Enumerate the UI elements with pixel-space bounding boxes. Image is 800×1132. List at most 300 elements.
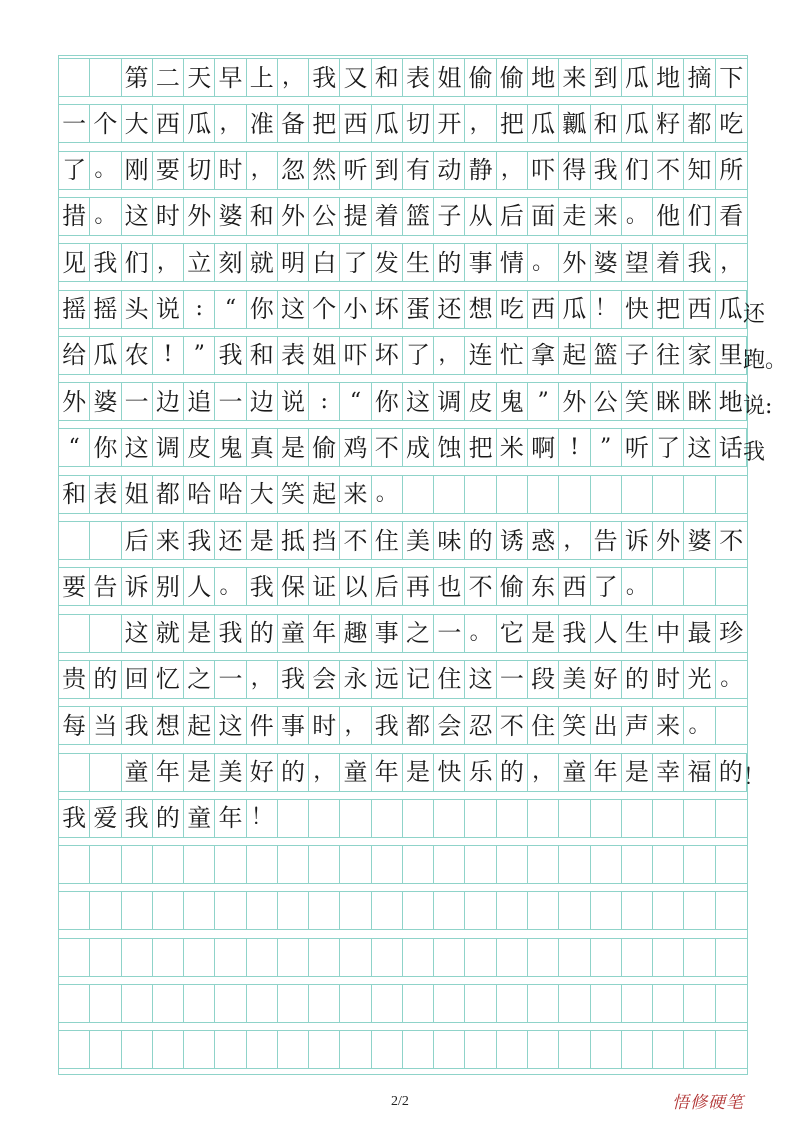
grid-cell <box>559 985 590 1022</box>
grid-cell: 二 <box>153 59 184 96</box>
grid-cell: 所 <box>719 156 744 185</box>
grid-cell: 保 <box>278 568 309 605</box>
grid-cell: 它 <box>497 615 528 652</box>
grid-cell: ， <box>497 152 528 189</box>
grid-cell <box>153 1031 184 1068</box>
grid-cell <box>340 985 371 1022</box>
grid-cell: 我 <box>122 800 153 837</box>
grid-cell: “ <box>215 291 246 328</box>
grid-cell: 来 <box>340 476 371 513</box>
grid-cell <box>215 1031 246 1068</box>
grid-cell: 开 <box>434 105 465 142</box>
grid-cell: 话 <box>716 429 747 466</box>
grid-cell <box>591 985 622 1022</box>
grid-cell: 大 <box>122 105 153 142</box>
grid-cell <box>309 800 340 837</box>
grid-cell: 都 <box>403 707 434 744</box>
grid-cell: 西 <box>684 291 715 328</box>
grid-cell <box>215 892 246 929</box>
grid-cell: 远 <box>372 661 403 698</box>
grid-cell: 想 <box>465 291 496 328</box>
grid-cell: 调 <box>153 429 184 466</box>
grid-cell <box>716 800 747 837</box>
grid-cell: 还 <box>215 522 246 559</box>
grid-cell <box>497 892 528 929</box>
grid-cell: 一 <box>215 383 246 420</box>
grid-cell <box>434 1031 465 1068</box>
grid-cell: 人 <box>184 568 215 605</box>
grid-cell: 来 <box>153 522 184 559</box>
grid-cell: 好 <box>247 754 278 791</box>
grid-cell: 。 <box>215 568 246 605</box>
grid-cell <box>684 800 715 837</box>
grid-cell <box>497 985 528 1022</box>
grid-cell: 挡 <box>309 522 340 559</box>
grid-cell: 外 <box>559 383 590 420</box>
grid-cell <box>622 939 653 976</box>
grid-cell: 说 <box>278 383 309 420</box>
grid-cell: 切 <box>403 105 434 142</box>
grid-cell: 。 <box>684 707 715 744</box>
grid-cell <box>716 707 747 744</box>
grid-cell: 表 <box>403 59 434 96</box>
grid-cell: 诱 <box>497 522 528 559</box>
grid-cell <box>278 939 309 976</box>
grid-cell <box>278 892 309 929</box>
grid-cell: 这 <box>122 615 153 652</box>
grid-cell <box>59 1031 90 1068</box>
grid-cell: 籽 <box>653 105 684 142</box>
grid-cell: 这 <box>403 383 434 420</box>
grid-cell <box>90 59 121 96</box>
grid-cell: 想 <box>153 707 184 744</box>
grid-cell: 童 <box>122 754 153 791</box>
grid-cell: 的 <box>278 754 309 791</box>
grid-cell: 和 <box>591 105 622 142</box>
grid-cell: 住 <box>372 522 403 559</box>
grid-cell: 上 <box>247 59 278 96</box>
grid-cell: 我 <box>309 59 340 96</box>
grid-cell: 第 <box>122 59 153 96</box>
grid-cell: 回 <box>122 661 153 698</box>
grid-cell: 说 <box>153 291 184 328</box>
grid-cell: 瓜 <box>372 105 403 142</box>
grid-cell: 件 <box>247 707 278 744</box>
grid-cell <box>528 1031 559 1068</box>
grid-cell: 。 <box>90 198 121 235</box>
grid-cell <box>465 985 496 1022</box>
grid-cell: 我 <box>559 615 590 652</box>
grid-cell <box>309 985 340 1022</box>
grid-cell: 坏 <box>372 291 403 328</box>
grid-cell <box>653 568 684 605</box>
text-line <box>59 428 766 467</box>
grid-cell: 美 <box>215 754 246 791</box>
grid-cell <box>653 846 684 883</box>
grid-cell: 会 <box>309 661 340 698</box>
grid-cell: 到 <box>372 152 403 189</box>
grid-cell: 我 <box>591 152 622 189</box>
grid-cell: 大 <box>247 476 278 513</box>
grid-cell: 珍 <box>719 619 744 648</box>
grid-cell: 就 <box>153 615 184 652</box>
grid-cell: 年 <box>309 615 340 652</box>
grid-cell: 真 <box>247 429 278 466</box>
grid-cell <box>59 754 90 791</box>
grid-cell <box>653 476 684 513</box>
grid-cell: 这 <box>278 291 309 328</box>
text-line <box>59 336 788 375</box>
grid-cell: 从 <box>465 198 496 235</box>
grid-cell: 西 <box>340 105 371 142</box>
grid-cell <box>278 846 309 883</box>
grid-cell: 抵 <box>278 522 309 559</box>
grid-cell <box>215 846 246 883</box>
grid-cell <box>653 939 684 976</box>
grid-cell: 明 <box>278 244 309 281</box>
grid-cell: 动 <box>434 152 465 189</box>
grid-cell: 以 <box>340 568 371 605</box>
grid-cell: 也 <box>434 568 465 605</box>
text-line <box>59 567 747 606</box>
grid-cell <box>528 800 559 837</box>
grid-cell: ! <box>153 337 184 374</box>
grid-cell: 童 <box>278 615 309 652</box>
grid-cell: 来 <box>591 198 622 235</box>
grid-cell: 偷 <box>497 59 528 96</box>
grid-cell: 西 <box>153 105 184 142</box>
grid-cell <box>372 846 403 883</box>
grid-cell <box>716 476 747 513</box>
grid-cell: 立 <box>184 244 215 281</box>
grid-cell: 表 <box>90 476 121 513</box>
grid-cell: 不 <box>719 526 744 555</box>
grid-cell <box>184 985 215 1022</box>
grid-cell <box>372 939 403 976</box>
grid-cell <box>122 892 153 929</box>
grid-cell: 生 <box>622 615 653 652</box>
grid-cell: 见 <box>59 244 90 281</box>
grid-cell <box>559 1031 590 1068</box>
grid-cell: 的 <box>247 615 278 652</box>
grid-cell: 外 <box>653 522 684 559</box>
text-line <box>59 706 747 745</box>
grid-cell: 。 <box>372 476 403 513</box>
grid-cell <box>716 892 747 929</box>
grid-cell: 边 <box>247 383 278 420</box>
grid-cell <box>622 892 653 929</box>
grid-cell <box>59 985 90 1022</box>
grid-cell: ” <box>591 429 622 466</box>
brand-logo: 悟修硬笔 <box>672 1093 744 1113</box>
grid-cell <box>622 1031 653 1068</box>
grid-cell <box>528 985 559 1022</box>
grid-cell: 要 <box>153 152 184 189</box>
grid-cell: ， <box>215 105 246 142</box>
grid-cell: 们 <box>122 244 153 281</box>
grid-cell: ， <box>528 754 559 791</box>
grid-cell: 还 <box>434 291 465 328</box>
grid-cell: ” <box>184 337 215 374</box>
text-line <box>59 938 747 977</box>
grid-cell: 姐 <box>434 59 465 96</box>
grid-cell: 一 <box>497 661 528 698</box>
grid-cell: 这 <box>465 661 496 698</box>
grid-cell: “ <box>59 429 90 466</box>
grid-cell: ， <box>465 105 496 142</box>
text-line <box>59 58 747 97</box>
grid-cell <box>434 985 465 1022</box>
grid-cell: 后 <box>497 198 528 235</box>
grid-cell: 白 <box>309 244 340 281</box>
grid-cell: 来 <box>653 707 684 744</box>
grid-cell <box>153 939 184 976</box>
grid-cell <box>184 1031 215 1068</box>
grid-cell: 不 <box>497 707 528 744</box>
grid-cell: 的 <box>465 522 496 559</box>
grid-cell: ， <box>153 244 184 281</box>
grid-cell: 瓜 <box>184 105 215 142</box>
grid-cell <box>340 892 371 929</box>
grid-cell: 眯 <box>653 383 684 420</box>
grid-cell: 坏 <box>372 337 403 374</box>
grid-cell: 永 <box>340 661 371 698</box>
writing-grid-sheet <box>58 55 788 1075</box>
grid-cell: 面 <box>528 198 559 235</box>
grid-cell: ， <box>559 522 590 559</box>
grid-cell <box>684 476 715 513</box>
grid-cell <box>247 1031 278 1068</box>
grid-cell: 的 <box>622 661 653 698</box>
grid-cell: 和 <box>247 337 278 374</box>
grid-cell: 笑 <box>278 476 309 513</box>
grid-cell: 这 <box>684 429 715 466</box>
grid-cell <box>122 939 153 976</box>
grid-cell: 一 <box>434 615 465 652</box>
grid-cell <box>465 476 496 513</box>
grid-cell <box>372 892 403 929</box>
grid-cell <box>465 1031 496 1068</box>
grid-cell <box>215 939 246 976</box>
grid-cell: 一 <box>59 105 90 142</box>
grid-cell: 时 <box>153 198 184 235</box>
grid-cell: 着 <box>372 198 403 235</box>
grid-cell: 和 <box>247 198 278 235</box>
grid-cell <box>559 939 590 976</box>
grid-cell <box>309 892 340 929</box>
grid-cell <box>497 1031 528 1068</box>
grid-cell <box>622 846 653 883</box>
grid-cell <box>59 892 90 929</box>
grid-cell: 了 <box>653 429 684 466</box>
grid-cell: 我 <box>215 615 246 652</box>
grid-cell: 和 <box>59 476 90 513</box>
grid-cell <box>528 939 559 976</box>
grid-cell <box>403 800 434 837</box>
grid-cell: 拿 <box>528 337 559 374</box>
grid-cell: 这 <box>122 429 153 466</box>
grid-cell: 望 <box>622 244 653 281</box>
grid-cell: 皮 <box>184 429 215 466</box>
grid-cell: 乐 <box>465 754 496 791</box>
grid-cell: 了 <box>591 568 622 605</box>
grid-cell: 之 <box>403 615 434 652</box>
grid-cell: 是 <box>184 754 215 791</box>
grid-cell: 吃 <box>719 109 744 138</box>
grid-cell: 把 <box>309 105 340 142</box>
grid-cell <box>403 939 434 976</box>
grid-cell: 年 <box>153 754 184 791</box>
grid-cell: 瓜 <box>622 105 653 142</box>
grid-cell <box>278 1031 309 1068</box>
grid-cell: 农 <box>122 337 153 374</box>
text-line <box>59 197 747 236</box>
grid-cell: 中 <box>653 615 684 652</box>
grid-cell: 惑 <box>528 522 559 559</box>
grid-cell <box>716 1031 747 1068</box>
grid-cell: 最 <box>684 615 715 652</box>
grid-cell <box>122 1031 153 1068</box>
grid-cell: 住 <box>528 707 559 744</box>
grid-cell: 家 <box>684 337 715 374</box>
grid-cell: 你 <box>372 383 403 420</box>
grid-cell: 婆 <box>591 244 622 281</box>
grid-cell <box>372 800 403 837</box>
grid-cell: 瓜 <box>90 337 121 374</box>
grid-cell <box>340 1031 371 1068</box>
grid-cell <box>278 800 309 837</box>
grid-cell: 告 <box>591 522 622 559</box>
grid-cell: ! <box>559 429 590 466</box>
grid-cell: “ <box>340 383 371 420</box>
grid-cell: 吓 <box>528 152 559 189</box>
page-number: 2/2 <box>391 1094 409 1109</box>
grid-cell: 诉 <box>122 568 153 605</box>
grid-cell <box>591 800 622 837</box>
grid-cell: 吓 <box>340 337 371 374</box>
grid-cell: 趣 <box>340 615 371 652</box>
grid-cell <box>184 939 215 976</box>
grid-cell: 时 <box>653 661 684 698</box>
grid-cell <box>684 1031 715 1068</box>
grid-cell: 是 <box>622 754 653 791</box>
grid-cell: 刚 <box>122 152 153 189</box>
grid-cell: 起 <box>559 337 590 374</box>
grid-cell: 公 <box>591 383 622 420</box>
grid-cell: 忽 <box>278 152 309 189</box>
grid-cell <box>247 985 278 1022</box>
text-line <box>59 1030 747 1069</box>
grid-cell <box>684 985 715 1022</box>
overflow-char: ！ <box>743 764 766 790</box>
grid-cell: 诉 <box>622 522 653 559</box>
grid-cell: 听 <box>622 429 653 466</box>
grid-cell <box>434 800 465 837</box>
grid-cell: 切 <box>184 152 215 189</box>
grid-cell <box>684 568 715 605</box>
grid-cell: 好 <box>591 661 622 698</box>
grid-cell: 起 <box>309 476 340 513</box>
grid-cell: 是 <box>184 615 215 652</box>
grid-cell: 把 <box>497 105 528 142</box>
text-line <box>59 104 747 143</box>
grid-cell: ， <box>340 707 371 744</box>
grid-cell: 偷 <box>497 568 528 605</box>
grid-cell: 你 <box>247 291 278 328</box>
grid-cell: 瓜 <box>559 291 590 328</box>
grid-cell: 一 <box>122 383 153 420</box>
grid-cell <box>465 800 496 837</box>
grid-cell <box>247 939 278 976</box>
grid-cell: 地 <box>716 383 747 420</box>
grid-cell: 摇 <box>90 291 121 328</box>
grid-cell <box>465 939 496 976</box>
grid-cell: 们 <box>622 152 653 189</box>
grid-cell: 证 <box>309 568 340 605</box>
grid-cell: 米 <box>497 429 528 466</box>
grid-cell: 篮 <box>591 337 622 374</box>
grid-cell: 准 <box>247 105 278 142</box>
grid-cell: 早 <box>215 59 246 96</box>
grid-cell <box>59 939 90 976</box>
grid-cell: 头 <box>122 291 153 328</box>
grid-cell: 忙 <box>497 337 528 374</box>
grid-cell <box>90 985 121 1022</box>
grid-cell: ！ <box>247 800 278 837</box>
grid-cell: 事 <box>465 244 496 281</box>
grid-cell <box>184 846 215 883</box>
grid-cell: 地 <box>653 59 684 96</box>
grid-cell: 个 <box>309 291 340 328</box>
grid-cell <box>59 59 90 96</box>
grid-cell: 又 <box>340 59 371 96</box>
text-line <box>59 243 747 282</box>
grid-cell: ， <box>309 754 340 791</box>
grid-cell <box>559 476 590 513</box>
overflow-char: 跑。 <box>743 347 788 373</box>
grid-cell <box>684 939 715 976</box>
grid-cell: 备 <box>278 105 309 142</box>
grid-cell: 后 <box>122 522 153 559</box>
text-line <box>59 151 747 190</box>
grid-cell: 。 <box>720 666 743 692</box>
text-line <box>59 290 766 329</box>
grid-cell: 摘 <box>684 59 715 96</box>
grid-cell: 味 <box>434 522 465 559</box>
grid-cell <box>90 1031 121 1068</box>
grid-cell <box>465 892 496 929</box>
grid-cell: 偷 <box>465 59 496 96</box>
grid-cell <box>528 892 559 929</box>
grid-cell: 来 <box>559 59 590 96</box>
grid-cell: 之 <box>184 661 215 698</box>
grid-cell: 我 <box>122 707 153 744</box>
grid-cell <box>309 939 340 976</box>
grid-cell: 我 <box>184 522 215 559</box>
overflow-char: 说: <box>743 394 773 420</box>
grid-cell: 连 <box>465 337 496 374</box>
grid-cell: 记 <box>403 661 434 698</box>
grid-cell: 把 <box>653 291 684 328</box>
grid-cell <box>497 800 528 837</box>
grid-cell <box>497 846 528 883</box>
grid-cell <box>684 846 715 883</box>
grid-cell: 是 <box>403 754 434 791</box>
grid-cell <box>591 846 622 883</box>
grid-cell <box>247 892 278 929</box>
grid-cell: 我 <box>90 244 121 281</box>
grid-cell: 子 <box>622 337 653 374</box>
